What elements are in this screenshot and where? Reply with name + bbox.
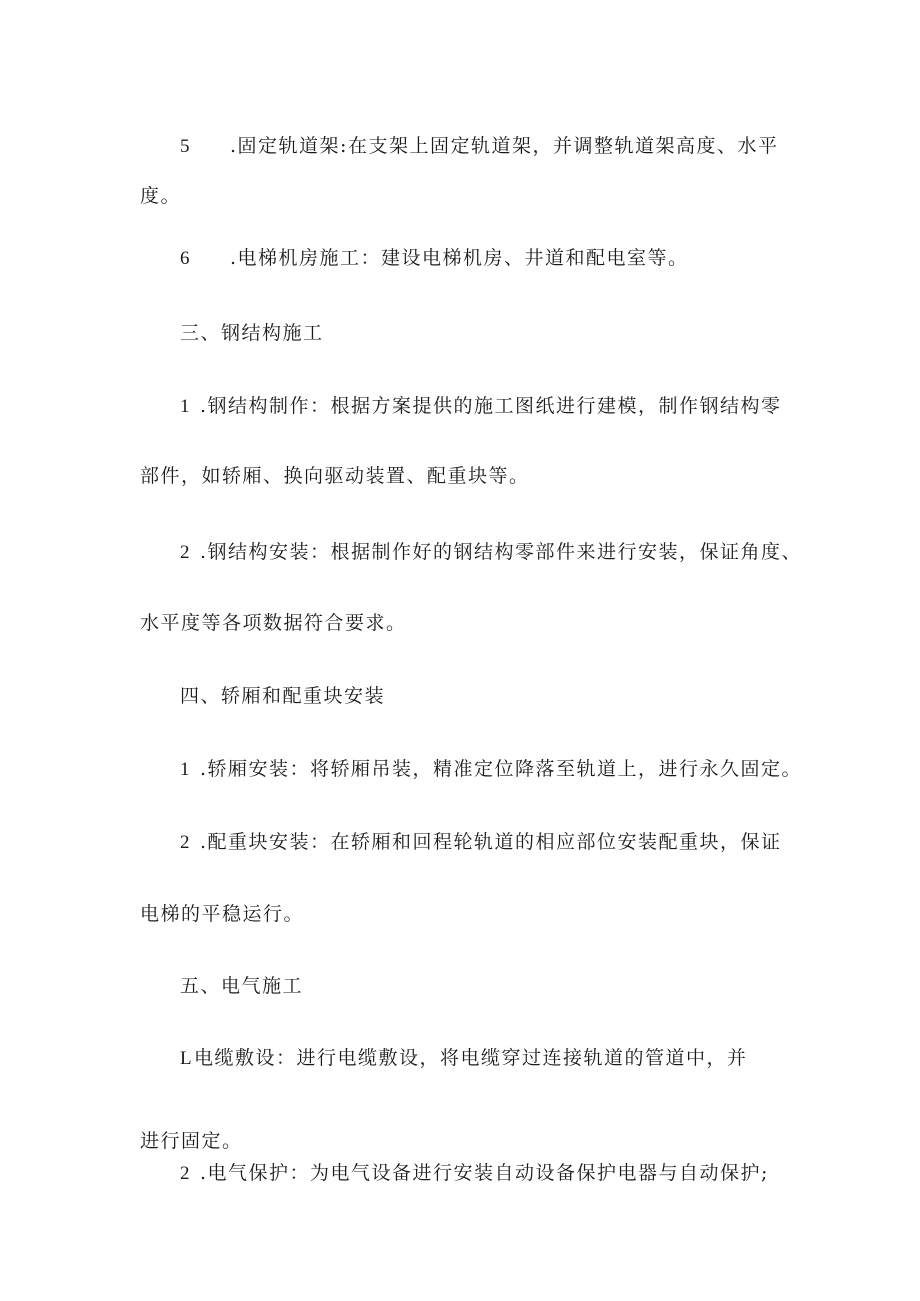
item-number: 5 [180, 136, 191, 157]
paragraph-2-electrical-protection [180, 1160, 769, 1187]
paragraph-2-steel-installation [180, 539, 802, 566]
paragraph-2-counterweight-installation [180, 829, 782, 856]
paragraph-1-steel-fabrication [180, 393, 782, 420]
paragraph-continuation [140, 901, 304, 927]
heading-text: 四、轿厢和配重块安装 [180, 685, 386, 707]
paragraph-text: .钢结构制作：根据方案提供的施工图纸进行建模，制作钢结构零 [200, 395, 782, 417]
section-heading-electrical [180, 973, 303, 999]
paragraph-continuation [140, 1128, 243, 1154]
paragraph-1-car-installation [180, 756, 802, 783]
item-number: 2 [180, 1163, 191, 1184]
paragraph-1-cable-laying: L电缆敷设：进行电缆敷设，将电缆穿过连接轨道的管道中，并 [180, 1047, 748, 1069]
item-number: 1 [180, 396, 191, 417]
paragraph-text: 电缆敷设：进行电缆敷设，将电缆穿过连接轨道的管道中，并 [194, 1047, 748, 1069]
item-number: 1 [180, 759, 191, 780]
paragraph-continuation [140, 183, 181, 209]
section-heading-steel-structure [180, 320, 324, 346]
paragraph-text: .钢结构安装：根据制作好的钢结构零部件来进行安装，保证角度、 [200, 541, 803, 563]
paragraph-text: 进行固定。 [140, 1130, 243, 1152]
paragraph-text: .轿厢安装：将轿厢吊装，精准定位降落至轨道上，进行永久固定。 [200, 758, 803, 780]
paragraph-text: .电气保护：为电气设备进行安装自动设备保护电器与自动保护; [200, 1162, 769, 1184]
paragraph-continuation [140, 463, 530, 489]
paragraph-text: .电梯机房施工：建设电梯机房、井道和配电室等。 [230, 247, 689, 269]
heading-text: 五、电气施工 [180, 975, 304, 997]
item-number: 2 [180, 542, 191, 563]
paragraph-text: 部件，如轿厢、换向驱动装置、配重块等。 [140, 465, 530, 487]
item-number: 2 [180, 832, 191, 853]
paragraph-text: .配重块安装：在轿厢和回程轮轨道的相应部位安装配重块，保证 [200, 831, 782, 853]
paragraph-6-machine-room [180, 245, 689, 272]
paragraph-text: 水平度等各项数据符合要求。 [140, 612, 407, 634]
paragraph-text: 度。 [140, 185, 182, 207]
paragraph-continuation [140, 610, 407, 636]
item-number: 6 [180, 248, 191, 269]
paragraph-text: .固定轨道架:在支架上固定轨道架，并调整轨道架高度、水平 [230, 135, 779, 157]
paragraph-5-fix-rail-frame [180, 133, 778, 160]
section-heading-car-counterweight [180, 683, 385, 709]
paragraph-text: 电梯的平稳运行。 [140, 903, 305, 925]
heading-text: 三、钢结构施工 [180, 322, 324, 344]
